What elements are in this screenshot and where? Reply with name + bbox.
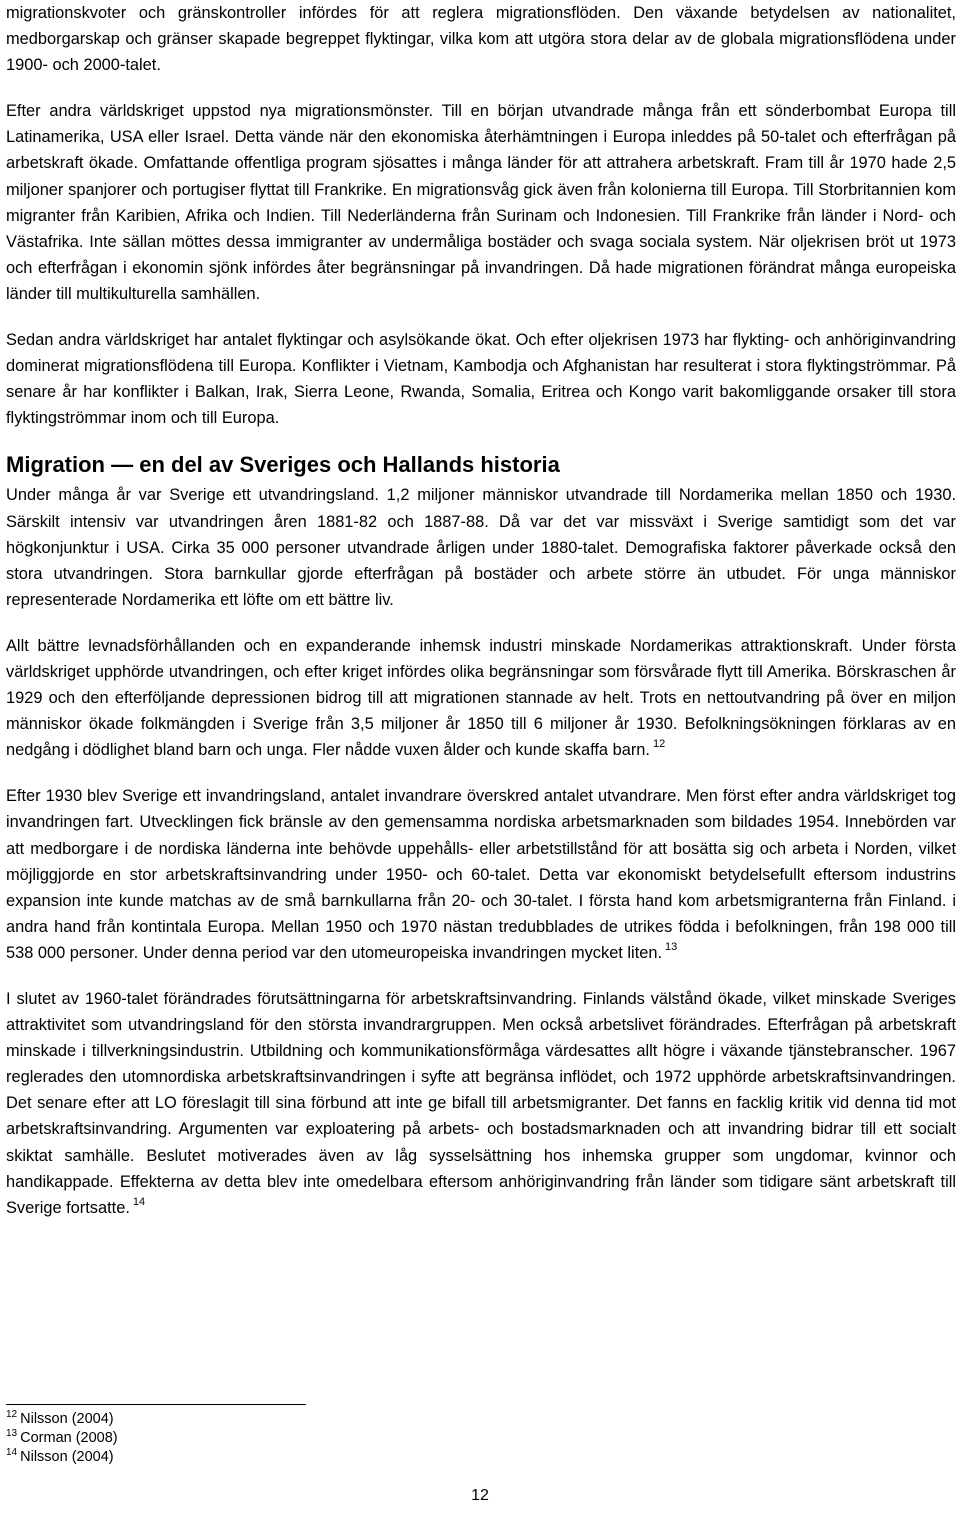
footnote-text: Nilsson (2004) <box>20 1449 114 1465</box>
paragraph-emigration: Under många år var Sverige ett utvandringsland. 1,2 miljoner människor utvandrade till Nordamerika mellan 1850 och 1930. Särskilt intensiv var utvandringen åren 1881-82 och 1887-88. Då var det var missväxt i Sverige samtidigt som det var högkonjunktur i USA. Cirka 35 000 personer utvandrade årligen under 1880-talet. Demografiska faktorer påverkade också den stora utvandringen. Stora barnkullar gjorde efterfrågan på bostäder och arbete större än utbudet. För unga människor representerade Nordamerika ett löfte om ett bättre liv. <box>6 486 956 609</box>
footnote-number: 12 <box>6 1409 18 1420</box>
footnote-text: Corman (2008) <box>20 1430 118 1446</box>
page-number: 12 <box>471 1487 489 1504</box>
paragraph-refugees: Sedan andra världskriget har antalet flyktingar och asylsökande ökat. Och efter oljekrisen 1973 har flykting- och anhöriginvandring dominerat migrationsflödena till Europa. Konflikter i Vietnam, Kambodja och Afghanistan har resulterat i stora flyktingströmmar. På senare år har konflikter i Balkan, Irak, Sierra Leone, Rwanda, Somalia, Eritrea och Kongo varit bakomliggande orsaker till stora flyktingströmmar inom och till Europa. <box>6 331 956 428</box>
footnote-number: 13 <box>6 1428 18 1439</box>
paragraph-immigration-country <box>6 783 956 966</box>
section-heading: Migration — en del av Sveriges och Hallands historia <box>6 452 560 478</box>
document-page <box>6 0 956 1221</box>
paragraph-labour-migration-end <box>6 986 956 1221</box>
paragraph-postwar-patterns: Efter andra världskriget uppstod nya migrationsmönster. Till en början utvandrade många från ett sönderbombat Europa till Latinamerika, USA eller Israel. Detta vände när den ekonomiska återhämtningen i Europa inleddes på 50-talet och efterfrågan på arbetskraft ökade. Omfattande offentliga program sjösattes i många länder för att attrahera arbetskraft. Fram till år 1970 hade 2,5 miljoner spanjorer och portugiser flyttat till Frankrike. En migrationsvåg gick även från kolonierna till Europa. Till Storbritannien kom migranter från Karibien, Afrika och Indien. Till Nederländerna från Surinam och Indonesien. Till Frankrike från länder i Nord- och Västafrika. Inte sällan möttes dessa immigranter av undermåliga bostäder och svaga sociala system. När oljekrisen bröt ut 1973 och efterfrågan i ekonomin sjönk infördes åter begränsningar på invandringen. Då hade migrationen förändrat många europeiska länder till multikulturella samhällen. <box>6 102 956 303</box>
paragraph-text: Allt bättre levnadsförhållanden och en expanderande inhemsk industri minskade Nordamerikas attraktionskraft. Under första världskriget upphörde utvandringen, och efter kriget infördes olika begränsningar som försvårade flytt till Amerika. Börskraschen år 1929 och den efterföljande depressionen bidrog till att migrationen stannade av helt. Trots en nettoutvandring på över en miljon människor ökade folkmängden i Sverige från 3,5 miljoner år 1850 till 6 miljoner år 1930. Befolkningsökningen förklaras av en nedgång i dödlighet bland barn och unga. Fler nådde vuxen ålder och kunde skaffa barn. <box>6 636 956 760</box>
paragraph-text: I slutet av 1960-talet förändrades förutsättningarna för arbetskraftsinvandring. Finlands välstånd ökade, vilket minskade Sveriges attraktivitet som utvandringsland för den största invandrargruppen. Men också arbetslivet förändrades. Efterfrågan på arbetskraft minskade i tillverkningsindustrin. Utbildning och kommunikationsförmåga värdesattes allt högre i växande tjänstebranscher. 1967 reglerades den utomnordiska arbetskraftsinvandringen i syfte att begränsa inflödet, och 1972 upphörde arbetskraftsinvandringen. Det senare efter att LO föreslagit till sina förbund att inte ge bifall till arbetsmigranter. Det fanns en facklig kritik vid denna tid mot arbetskraftsinvandring. Argumenten var exploatering på arbets- och bostadsmarknaden och att invandring bidrar till ett socialt skiktat samhälle. Beslutet motiverades även av låg sysselsättning hos inhemska grupper som ungdomar, kvinnor och handikappade. Effekterna av detta blev inte omedelbara eftersom anhöriginvandring från länder som tidigare sänt arbetskraft till Sverige fortsatte. <box>6 990 956 1217</box>
paragraph-migration-control: migrationskvoter och gränskontroller infördes för att reglera migrationsflöden. Den växande betydelsen av nationalitet, medborgarskap och gränser skapade begreppet flyktingar, vilka kom att utgöra stora delar av de globala migrationsflödena under 1900- och 2000-talet. <box>6 4 956 75</box>
paragraph-living-conditions <box>6 633 956 763</box>
footnote-number: 14 <box>6 1447 18 1458</box>
footnote-divider <box>6 1404 306 1405</box>
paragraph-text: Efter 1930 blev Sverige ett invandringsland, antalet invandrare överskred antalet utvandrare. Men först efter andra världskriget tog invandringen fart. Utvecklingen fick bränsle av den gemensamma nordiska arbetsmarknaden som bildades 1954. Innebörden var att medborgare i de nordiska länderna inte behövde uppehålls- eller arbetstillstånd för att bosätta sig och arbeta i Norden, vilket möjliggjorde en stor arbetskraftsinvandring under 1950- och 60-talet. Detta var ekonomiskt betydelsefullt eftersom industrins expansion inte kunde matchas av de små barnkullarna från 20- och 30-talet. I första hand kom arbetsmigranterna från Finland. i andra hand från kontintala Europa. Mellan 1950 och 1970 nästan tredubblades de utrikes födda i befolkningen, från 198 000 till 538 000 personer. Under denna period var den utomeuropeiska invandringen mycket liten. <box>6 787 956 962</box>
footnotes <box>6 1410 118 1467</box>
footnote-reference: 14 <box>132 1195 146 1208</box>
footnote <box>6 1429 118 1448</box>
footnote <box>6 1448 118 1467</box>
footnote-reference: 12 <box>652 738 666 751</box>
footnote-text: Nilsson (2004) <box>20 1411 114 1427</box>
footnote <box>6 1410 118 1429</box>
footnote-reference: 13 <box>665 940 678 953</box>
